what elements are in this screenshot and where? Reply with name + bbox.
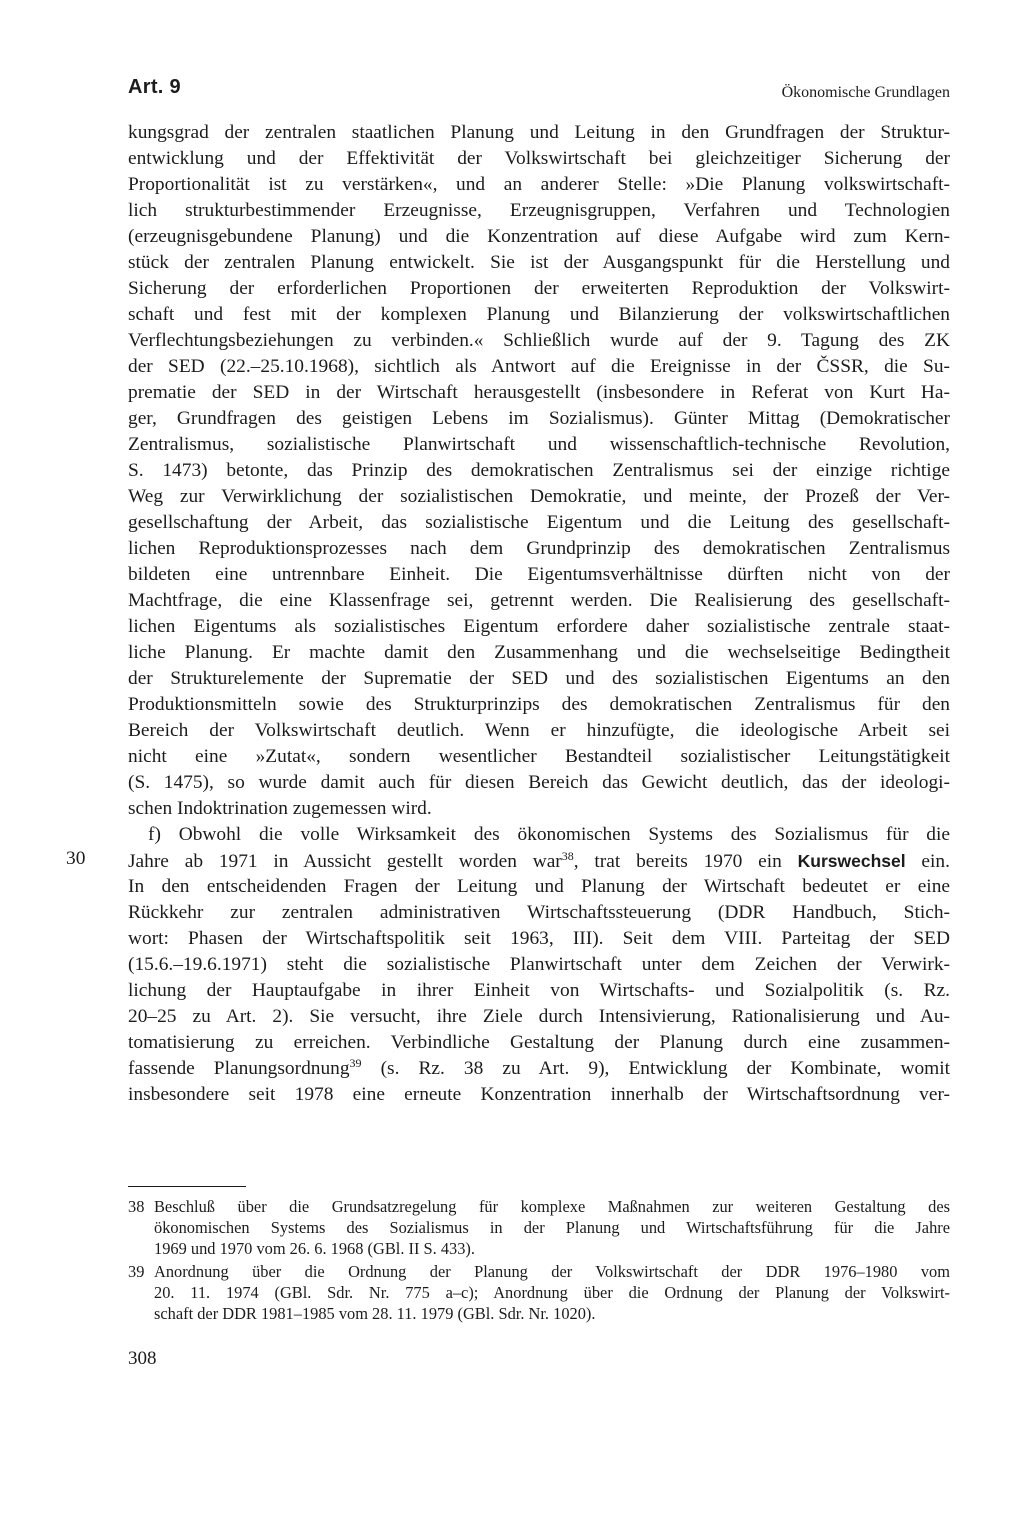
text-segment: ein. (905, 851, 950, 872)
text-line: schen Indoktrination zugemessen wird. (128, 798, 432, 819)
text-line: prematie der SED in der Wirtschaft herausgestellt (insbesondere in Referat von Kurt Ha- (128, 382, 950, 403)
text-line: S. 1473) betonte, das Prinzip des demokratischen Zentralismus sei der einzige richtige (128, 460, 950, 481)
footnote-line: ökonomischen Systems des Sozialismus in der Planung und Wirtschaftsführung für die Jahre (154, 1218, 950, 1237)
text-segment: fassende Planungsordnung (128, 1058, 350, 1079)
text-line: gesellschaftung der Arbeit, das sozialistische Eigentum und die Leitung des gesellschaft- (128, 512, 950, 533)
text-line: lichen Reproduktionsprozesses nach dem Grundprinzip des demokratischen Zentralismus (128, 538, 950, 559)
text-line: lichen Eigentums als sozialistisches Eigentum erfordere daher sozialistische zentrale staat- (128, 616, 950, 637)
text-line: (erzeugnisgebundene Planung) und die Konzentration auf diese Aufgabe wird zum Kern- (128, 226, 950, 247)
footnote-line: Anordnung über die Ordnung der Planung der Volkswirtschaft der DDR 1976–1980 vom (154, 1262, 950, 1281)
footnote-line: Beschluß über die Grundsatzregelung für komplexe Maßnahmen zur weiteren Gestaltung des (154, 1197, 950, 1216)
text-line: Sicherung der erforderlichen Proportionen der erweiterten Reproduktion der Volkswirt- (128, 278, 950, 299)
keyword: Kurswechsel (797, 851, 906, 871)
text-line: Rückkehr zur zentralen administrativen Wirtschaftssteuerung (DDR Handbuch, Stich- (128, 902, 950, 923)
main-text (128, 120, 950, 1108)
text-line: nicht eine »Zutat«, sondern wesentlicher Bestandteil sozialistischer Leitungstätigkeit (128, 746, 950, 767)
text-line: ger, Grundfragen des geistigen Lebens im Sozialismus). Günter Mittag (Demokratischer (128, 408, 950, 429)
text-line: Verflechtungsbeziehungen zu verbinden.« Schließlich wurde auf der 9. Tagung des ZK (128, 330, 950, 351)
text-line: insbesondere seit 1978 eine erneute Konzentration innerhalb der Wirtschaftsordnung ver- (128, 1084, 950, 1105)
text-line: bildeten eine untrennbare Einheit. Die Eigentumsverhältnisse dürften nicht von der (128, 564, 950, 585)
text-line: lichung der Hauptaufgabe in ihrer Einheit von Wirtschafts- und Sozialpolitik (s. Rz. (128, 980, 950, 1001)
footnote-ref: 38 (561, 849, 574, 863)
text-line: der SED (22.–25.10.1968), sichtlich als Antwort auf die Ereignisse in der ČSSR, die Su- (128, 356, 950, 377)
text-line: lich strukturbestimmender Erzeugnisse, Erzeugnisgruppen, Verfahren und Technologien (128, 200, 950, 221)
text-segment: , trat bereits 1970 ein (573, 851, 798, 872)
text-line: Proportionalität ist zu verstärken«, und an anderer Stelle: »Die Planung volkswirtschaft- (128, 174, 950, 195)
text-line: entwicklung und der Effektivität der Volkswirtschaft bei gleichzeitiger Sicherung der (128, 148, 950, 169)
footnotes (128, 1196, 950, 1326)
text-line: Machtfrage, die eine Klassenfrage sei, getrennt werden. Die Realisierung des gesellschaft- (128, 590, 950, 611)
text-line: tomatisierung zu erreichen. Verbindliche Gestaltung der Planung durch eine zusammen- (128, 1032, 950, 1053)
running-header-article: Art. 9 (128, 76, 181, 98)
footnote-ref: 39 (349, 1056, 362, 1070)
text-line: kungsgrad der zentralen staatlichen Planung und Leitung in den Grundfragen der Struktur- (128, 122, 950, 143)
text-line: stück der zentralen Planung entwickelt. Sie ist der Ausgangspunkt für die Herstellung und (128, 252, 950, 273)
text-line: liche Planung. Er machte damit den Zusammenhang und die wechselseitige Bedingtheit (128, 642, 950, 663)
margin-number: 30 (66, 848, 86, 869)
footnote-line: 20. 11. 1974 (GBl. Sdr. Nr. 775 a–c); Anordnung über die Ordnung der Planung der Volkswirt- (154, 1283, 950, 1302)
footnote-line: 1969 und 1970 vom 26. 6. 1968 (GBl. II S. 433). (154, 1239, 475, 1258)
text-line (128, 848, 950, 874)
text-line: schaft und fest mit der komplexen Planung und Bilanzierung der volkswirtschaftlichen (128, 304, 950, 325)
text-line: f) Obwohl die volle Wirksamkeit des ökonomischen Systems des Sozialismus für die (148, 824, 950, 845)
footnote-separator (128, 1186, 246, 1187)
text-line: Weg zur Verwirklichung der sozialistischen Demokratie, und meinte, der Prozeß der Ver- (128, 486, 950, 507)
running-header-section: Ökonomische Grundlagen (781, 84, 950, 101)
text-line: In den entscheidenden Fragen der Leitung und Planung der Wirtschaft bedeutet er eine (128, 876, 950, 897)
footnote-line: schaft der DDR 1981–1985 vom 28. 11. 1979 (GBl. Sdr. Nr. 1020). (154, 1304, 596, 1323)
text-line: Bereich der Volkswirtschaft deutlich. Wenn er hinzufügte, die ideologische Arbeit sei (128, 720, 950, 741)
text-line: der Strukturelemente der Suprematie der SED und des sozialistischen Eigentums an den (128, 668, 950, 689)
footnote (128, 1196, 950, 1259)
footnote (128, 1261, 950, 1324)
footnote-number: 38 (128, 1197, 145, 1216)
page-number: 308 (128, 1348, 157, 1369)
text-line: 20–25 zu Art. 2). Sie versucht, ihre Ziele durch Intensivierung, Rationalisierung und Au- (128, 1006, 950, 1027)
footnote-number: 39 (128, 1262, 145, 1281)
text-segment: Jahre ab 1971 in Aussicht gestellt worden war (128, 851, 562, 872)
text-line: Produktionsmitteln sowie des Strukturprinzips des demokratischen Zentralismus für den (128, 694, 950, 715)
text-line: (S. 1475), so wurde damit auch für diesen Bereich das Gewicht deutlich, das der ideologi- (128, 772, 950, 793)
text-line: wort: Phasen der Wirtschaftspolitik seit 1963, III). Seit dem VIII. Parteitag der SED (128, 928, 950, 949)
text-line: Zentralismus, sozialistische Planwirtschaft und wissenschaftlich-technische Revolution, (128, 434, 950, 455)
text-line (128, 1056, 950, 1082)
text-segment: (s. Rz. 38 zu Art. 9), Entwicklung der Kombinate, womit (361, 1058, 950, 1079)
text-line: (15.6.–19.6.1971) steht die sozialistische Planwirtschaft unter dem Zeichen der Verwirk- (128, 954, 950, 975)
